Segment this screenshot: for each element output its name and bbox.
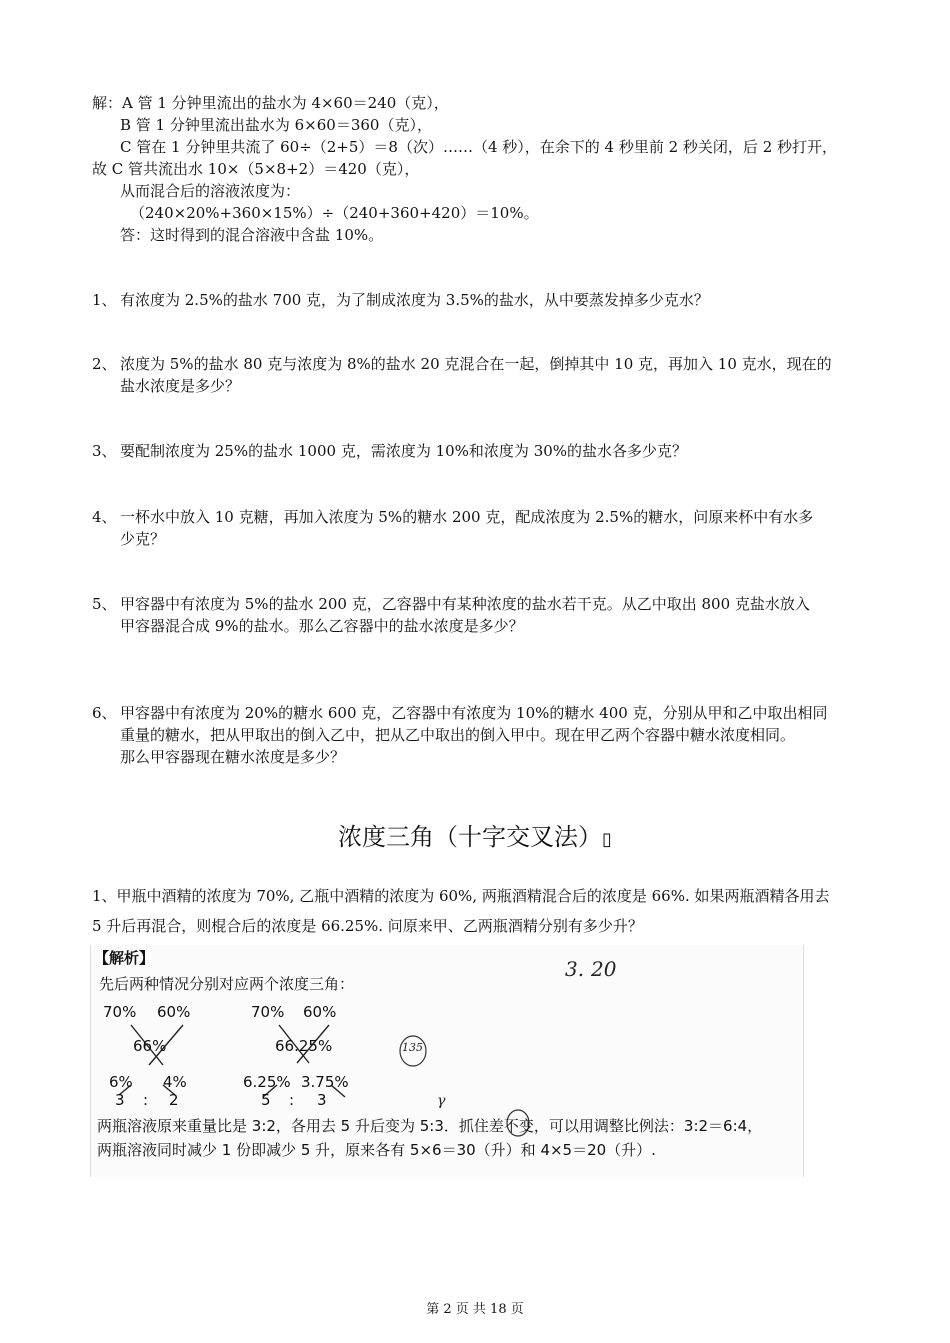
tri2-bottom-right: 3.75%	[301, 1073, 349, 1091]
tri1-ratio-right: 2	[169, 1091, 179, 1109]
tri1-ratio-left: 3	[115, 1091, 125, 1109]
section-title-text: 浓度三角（十字交叉法）	[338, 823, 603, 851]
handwritten-note: 20	[591, 957, 617, 981]
tri1-center: 66%	[133, 1037, 167, 1055]
tri2-ratio-sep: :	[289, 1091, 295, 1109]
example-line-2: 5 升后再混合，则棍合后的浓度是 66.25%. 问原来甲、乙两瓶酒精分别有多少升？	[92, 917, 643, 935]
tri1-bottom-left: 6%	[109, 1073, 133, 1091]
handwritten-mark: γ	[437, 1093, 446, 1109]
handwritten-circle-note: 135	[402, 1041, 423, 1054]
figure-text-line-1: 两瓶溶液原来重量比是 3:2，各用去 5 升后变为 5:3．抓住差不变，可以用调整比例法：3:2＝6:4，	[97, 1117, 763, 1135]
solution-line-4: 故 C 管共流出水 10×（5×8+2）＝420（克），	[92, 160, 420, 178]
section-title	[0, 822, 950, 855]
tri1-ratio-sep: :	[143, 1091, 149, 1109]
section-title-glyph: ▯	[602, 829, 612, 850]
example-line-1: 1、甲瓶中酒精的浓度为 70%, 乙瓶中酒精的浓度为 60%, 两瓶酒精混合后的浓度是 66%. 如果两瓶酒精各用去	[92, 887, 830, 905]
solution-line-3: C 管在 1 分钟里共流了 60÷（2+5）＝8（次）……（4 秒），在余下的 4 秒里前 2 秒关闭，后 2 秒打开，	[120, 138, 838, 156]
solution-line-2: B 管 1 分钟里流出盐水为 6×60＝360（克），	[120, 116, 432, 134]
tri1-top-left: 70%	[103, 1003, 137, 1021]
problem-text: 有浓度为 2.5%的盐水 700 克，为了制成浓度为 3.5%的盐水，从中要蒸发掉多少克水？	[120, 291, 709, 309]
problem-number: 2、	[92, 355, 117, 373]
solution-line-6: （240×20%+360×15%）÷（240+360+420）＝10%。	[130, 204, 539, 222]
problem-text: 甲容器中有浓度为 20%的糖水 600 克，乙容器中有浓度为 10%的糖水 400 克，分别从甲和乙中取出相同	[120, 704, 828, 722]
problem-text: 盐水浓度是多少？	[120, 377, 241, 395]
figure-heading: 【解析】	[94, 949, 155, 967]
problem-number: 5、	[92, 595, 117, 613]
figure-text-line-2: 两瓶溶液同时减少 1 份即减少 5 升，原来各有 5×6＝30（升）和 4×5＝20（升）.	[97, 1141, 656, 1159]
problem-number: 3、	[92, 442, 117, 460]
problem-number: 6、	[92, 704, 117, 722]
problem-text: 浓度为 5%的盐水 80 克与浓度为 8%的盐水 20 克混合在一起，倒掉其中 10 克，再加入 10 克水，现在的	[120, 355, 832, 373]
tri1-bottom-right: 4%	[163, 1073, 187, 1091]
problem-text: 甲容器中有浓度为 5%的盐水 200 克，乙容器中有某种浓度的盐水若干克。从乙中取出 800 克盐水放入	[120, 595, 810, 613]
tri2-center: 66.25%	[275, 1037, 333, 1055]
tri2-top-left: 70%	[251, 1003, 285, 1021]
solution-figure	[90, 945, 804, 1177]
solution-line-5: 从而混合后的溶液浓度为：	[120, 182, 301, 200]
tri2-ratio-right: 3	[317, 1091, 327, 1109]
problem-number: 1、	[92, 291, 117, 309]
problem-text: 少克？	[120, 530, 166, 548]
problem-number: 4、	[92, 508, 117, 526]
problem-text: 甲容器混合成 9%的盐水。那么乙容器中的盐水浓度是多少？	[120, 617, 524, 635]
solution-answer: 答：这时得到的混合溶液中含盐 10%。	[120, 226, 384, 244]
tri1-top-right: 60%	[157, 1003, 191, 1021]
problem-text: 那么甲容器现在糖水浓度是多少？	[120, 748, 346, 766]
problem-text: 重量的糖水，把从甲取出的倒入乙中，把从乙中取出的倒入甲中。现在甲乙两个容器中糖水浓度相同。	[120, 726, 796, 744]
page-footer: 第 2 页 共 18 页	[426, 1302, 524, 1317]
tri2-bottom-left: 6.25%	[243, 1073, 291, 1091]
tri2-top-right: 60%	[303, 1003, 337, 1021]
problem-text: 一杯水中放入 10 克糖，再加入浓度为 5%的糖水 200 克，配成浓度为 2.5%的糖水，问原来杯中有水多	[120, 508, 814, 526]
tri2-ratio-left: 5	[261, 1091, 271, 1109]
solution-line-1: 解：A 管 1 分钟里流出的盐水为 4×60＝240（克），	[92, 94, 449, 112]
handwritten-note: 3.	[565, 957, 585, 981]
problem-text: 要配制浓度为 25%的盐水 1000 克，需浓度为 10%和浓度为 30%的盐水各多少克？	[120, 442, 688, 460]
figure-intro: 先后两种情况分别对应两个浓度三角：	[99, 975, 355, 993]
